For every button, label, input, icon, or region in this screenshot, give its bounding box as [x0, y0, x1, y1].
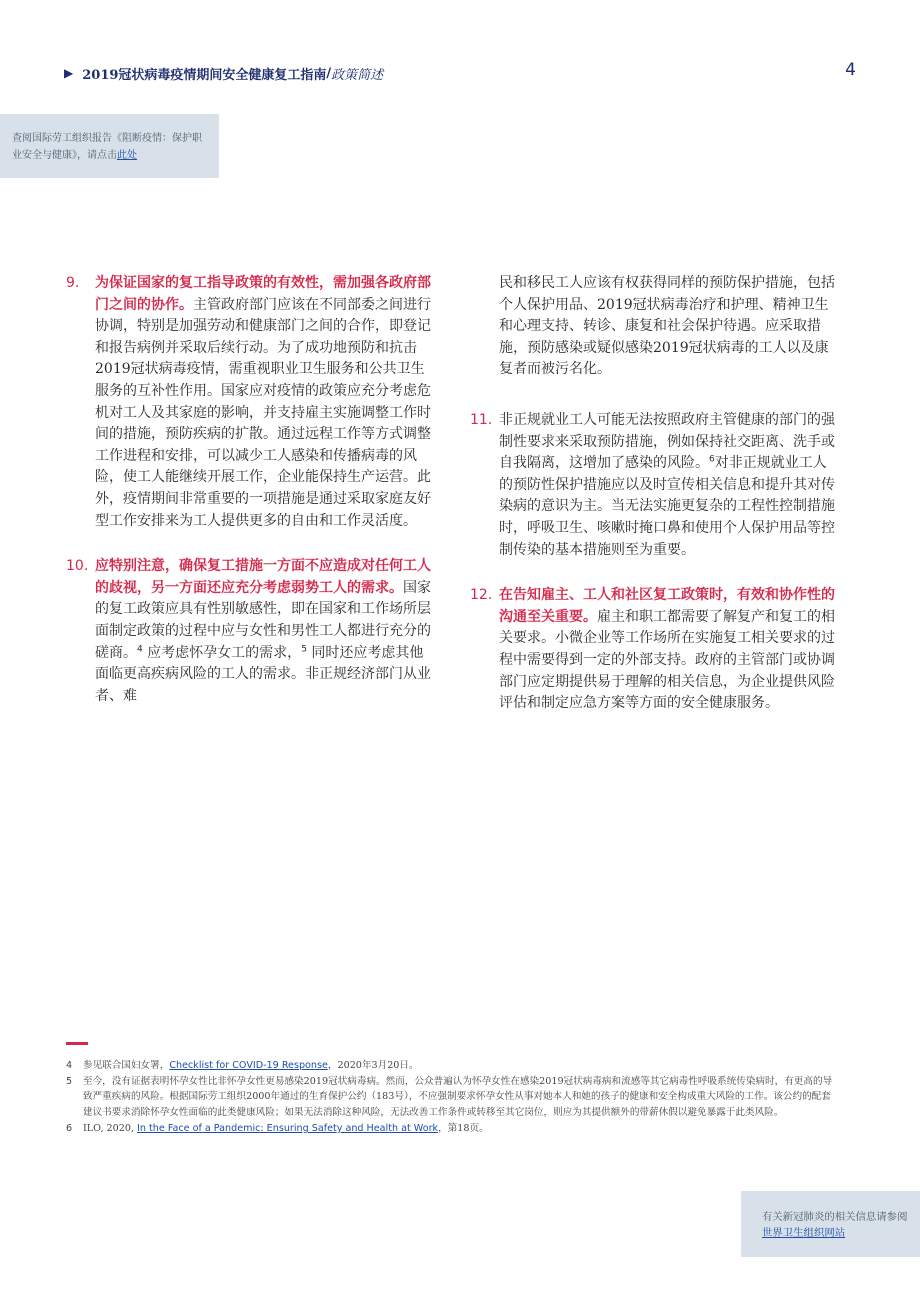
footnote-number: 5: [66, 1076, 73, 1088]
list-item-10: [66, 556, 432, 707]
footnote-ref-6[interactable]: 6: [709, 454, 715, 465]
report-link-box: [0, 114, 219, 178]
who-info-text: 有关新冠肺炎的相关信息请参阅: [762, 1211, 908, 1223]
footnote: [66, 1074, 836, 1120]
item-number: 11.: [470, 411, 493, 428]
footnote: [66, 1058, 836, 1073]
footnote-text: 至今，没有证据表明怀孕女性比非怀孕女性更易感染2019冠状病毒病。然而，公众普遍认为怀孕女性在感染2019冠状病毒病和流感等其它病毒性呼吸系统传染病时，有更高的导致严重疾病的风险。根据国际劳工组织2000年通过的生育保护公约（183号），不应强制要求怀孕女性从事对她本人和她的孩子的健康和安全构成重大风险的工作。该公约的配套建议书要求消除怀孕女性面临的此类健康风险；如果无法消除这种风险，无法改善工作条件或转移至其它岗位，则应为其提供额外的带薪休假以避免暴露于此类风险。: [83, 1076, 833, 1118]
item-number: 12.: [470, 587, 493, 604]
footnote-number: 6: [66, 1122, 73, 1134]
header-separator: /: [326, 65, 332, 81]
ilo-report-link[interactable]: In the Face of a Pandemic: Ensuring Safety and Health at Work: [137, 1122, 439, 1134]
footnote-divider: [66, 1042, 88, 1045]
play-arrow-icon: ▶: [64, 66, 74, 80]
footnote-text: ，第18页。: [438, 1122, 489, 1134]
item-10-continuation: 民和移民工人应该有权获得同样的预防保护措施，包括个人保护用品、2019冠状病毒治疗和护理、精神卫生和心理支持、转诊、康复和社会保护待遇。应采取措施，预防感染或疑似感染2019冠状病毒的工人以及康复者而被污名化。: [499, 275, 835, 378]
item-number: 10.: [66, 558, 89, 575]
header-title: 2019冠状病毒疫情期间安全健康复工指南: [82, 67, 327, 83]
right-column: [470, 273, 836, 739]
header-subtitle: 政策简述: [331, 67, 384, 83]
item-heading: 为保证国家的复工指导政策的有效性，需加强各政府部门之间的协作。: [95, 275, 431, 313]
report-link-text: 查阅国际劳工组织报告《阻断疫情：保护职业安全与健康》，请点击: [12, 133, 202, 161]
item-text: 雇主和职工都需要了解复产和复工的相关要求。小微企业等工作场所在实施复工相关要求的过程中需要得到一定的外部支持。政府的主管部门或协调部门应定期提供易于理解的相关信息，为企业提供风险评估和制定应急方案等方面的安全健康服务。: [499, 608, 835, 712]
report-link[interactable]: 此处: [117, 150, 137, 161]
footnote-ref-5[interactable]: 5: [301, 643, 307, 654]
item-number: 9.: [66, 275, 80, 291]
footnote-text: 参见联合国妇女署，: [83, 1060, 170, 1071]
footnote-number: 4: [66, 1060, 73, 1071]
footnotes: [66, 1058, 836, 1137]
footnote-ref-4[interactable]: 4: [137, 643, 143, 654]
list-item-11: [470, 410, 836, 561]
document-header: [64, 62, 864, 84]
item-text: 对非正规就业工人的预防性保护措施应以及时宣传相关信息和提升其对传染病的意识为主。当无法实施更复杂的工程性控制措施时，呼吸卫生、咳嗽时掩口鼻和使用个人保护用品等控制传染的基本措施则至为重要。: [499, 455, 835, 558]
list-item-12: [470, 585, 836, 715]
footnote: [66, 1121, 836, 1136]
list-item-9: [66, 273, 432, 532]
left-column: [66, 273, 432, 731]
footnote-text: ILO, 2020,: [83, 1122, 138, 1134]
item-heading: 应特别注意，确保复工措施一方面不应造成对任何工人的歧视，另一方面还应充分考虑弱势工人的需求。: [95, 558, 431, 596]
item-text: 主管政府部门应该在不同部委之间进行协调，特别是加强劳动和健康部门之间的合作，即登记和报告病例并采取后续行动。为了成功地预防和抗击2019冠状病毒疫情，需重视职业卫生服务和公共卫生服务的互补性作用。国家应对疫情的政策应充分考虑危机对工人及其家庭的影响，并支持雇主实施调整工作时间的措施，预防疾病的扩散。通过远程工作等方式调整工作进程和安排，可以减少工人感染和传播病毒的风险，使工人能继续开展工作，企业能保持生产运营。此外，疫情期间非常重要的一项措施是通过采取家庭友好型工作安排来为工人提供更多的自由和工作灵活度。: [95, 296, 431, 529]
footnote-text: ，2020年3月20日。: [327, 1060, 419, 1071]
page-number: 4: [845, 60, 856, 80]
checklist-link[interactable]: Checklist for COVID-19 Response: [169, 1060, 328, 1071]
who-website-link[interactable]: 世界卫生组织网站: [762, 1227, 846, 1239]
who-info-box: [741, 1191, 920, 1257]
item-text: 应考虑怀孕女工的需求，: [142, 644, 302, 661]
item-text: 国家的复工政策应具有性别敏感性，即在国家和工作场所层面制定政策的过程中应与女性和男性工人都进行充分的磋商。: [95, 579, 431, 661]
item-text: 非正规就业工人可能无法按照政府主管健康的部门的强制性要求来采取预防措施，例如保持社交距离、洗手或自我隔离，这增加了感染的风险。: [499, 411, 835, 472]
item-heading: 在告知雇主、工人和社区复工政策时，有效和协作性的沟通至关重要。: [499, 587, 835, 625]
item-text: 同时还应考虑其他面临更高疾病风险的工人的需求。非正规经济部门从业者、难: [95, 644, 431, 704]
